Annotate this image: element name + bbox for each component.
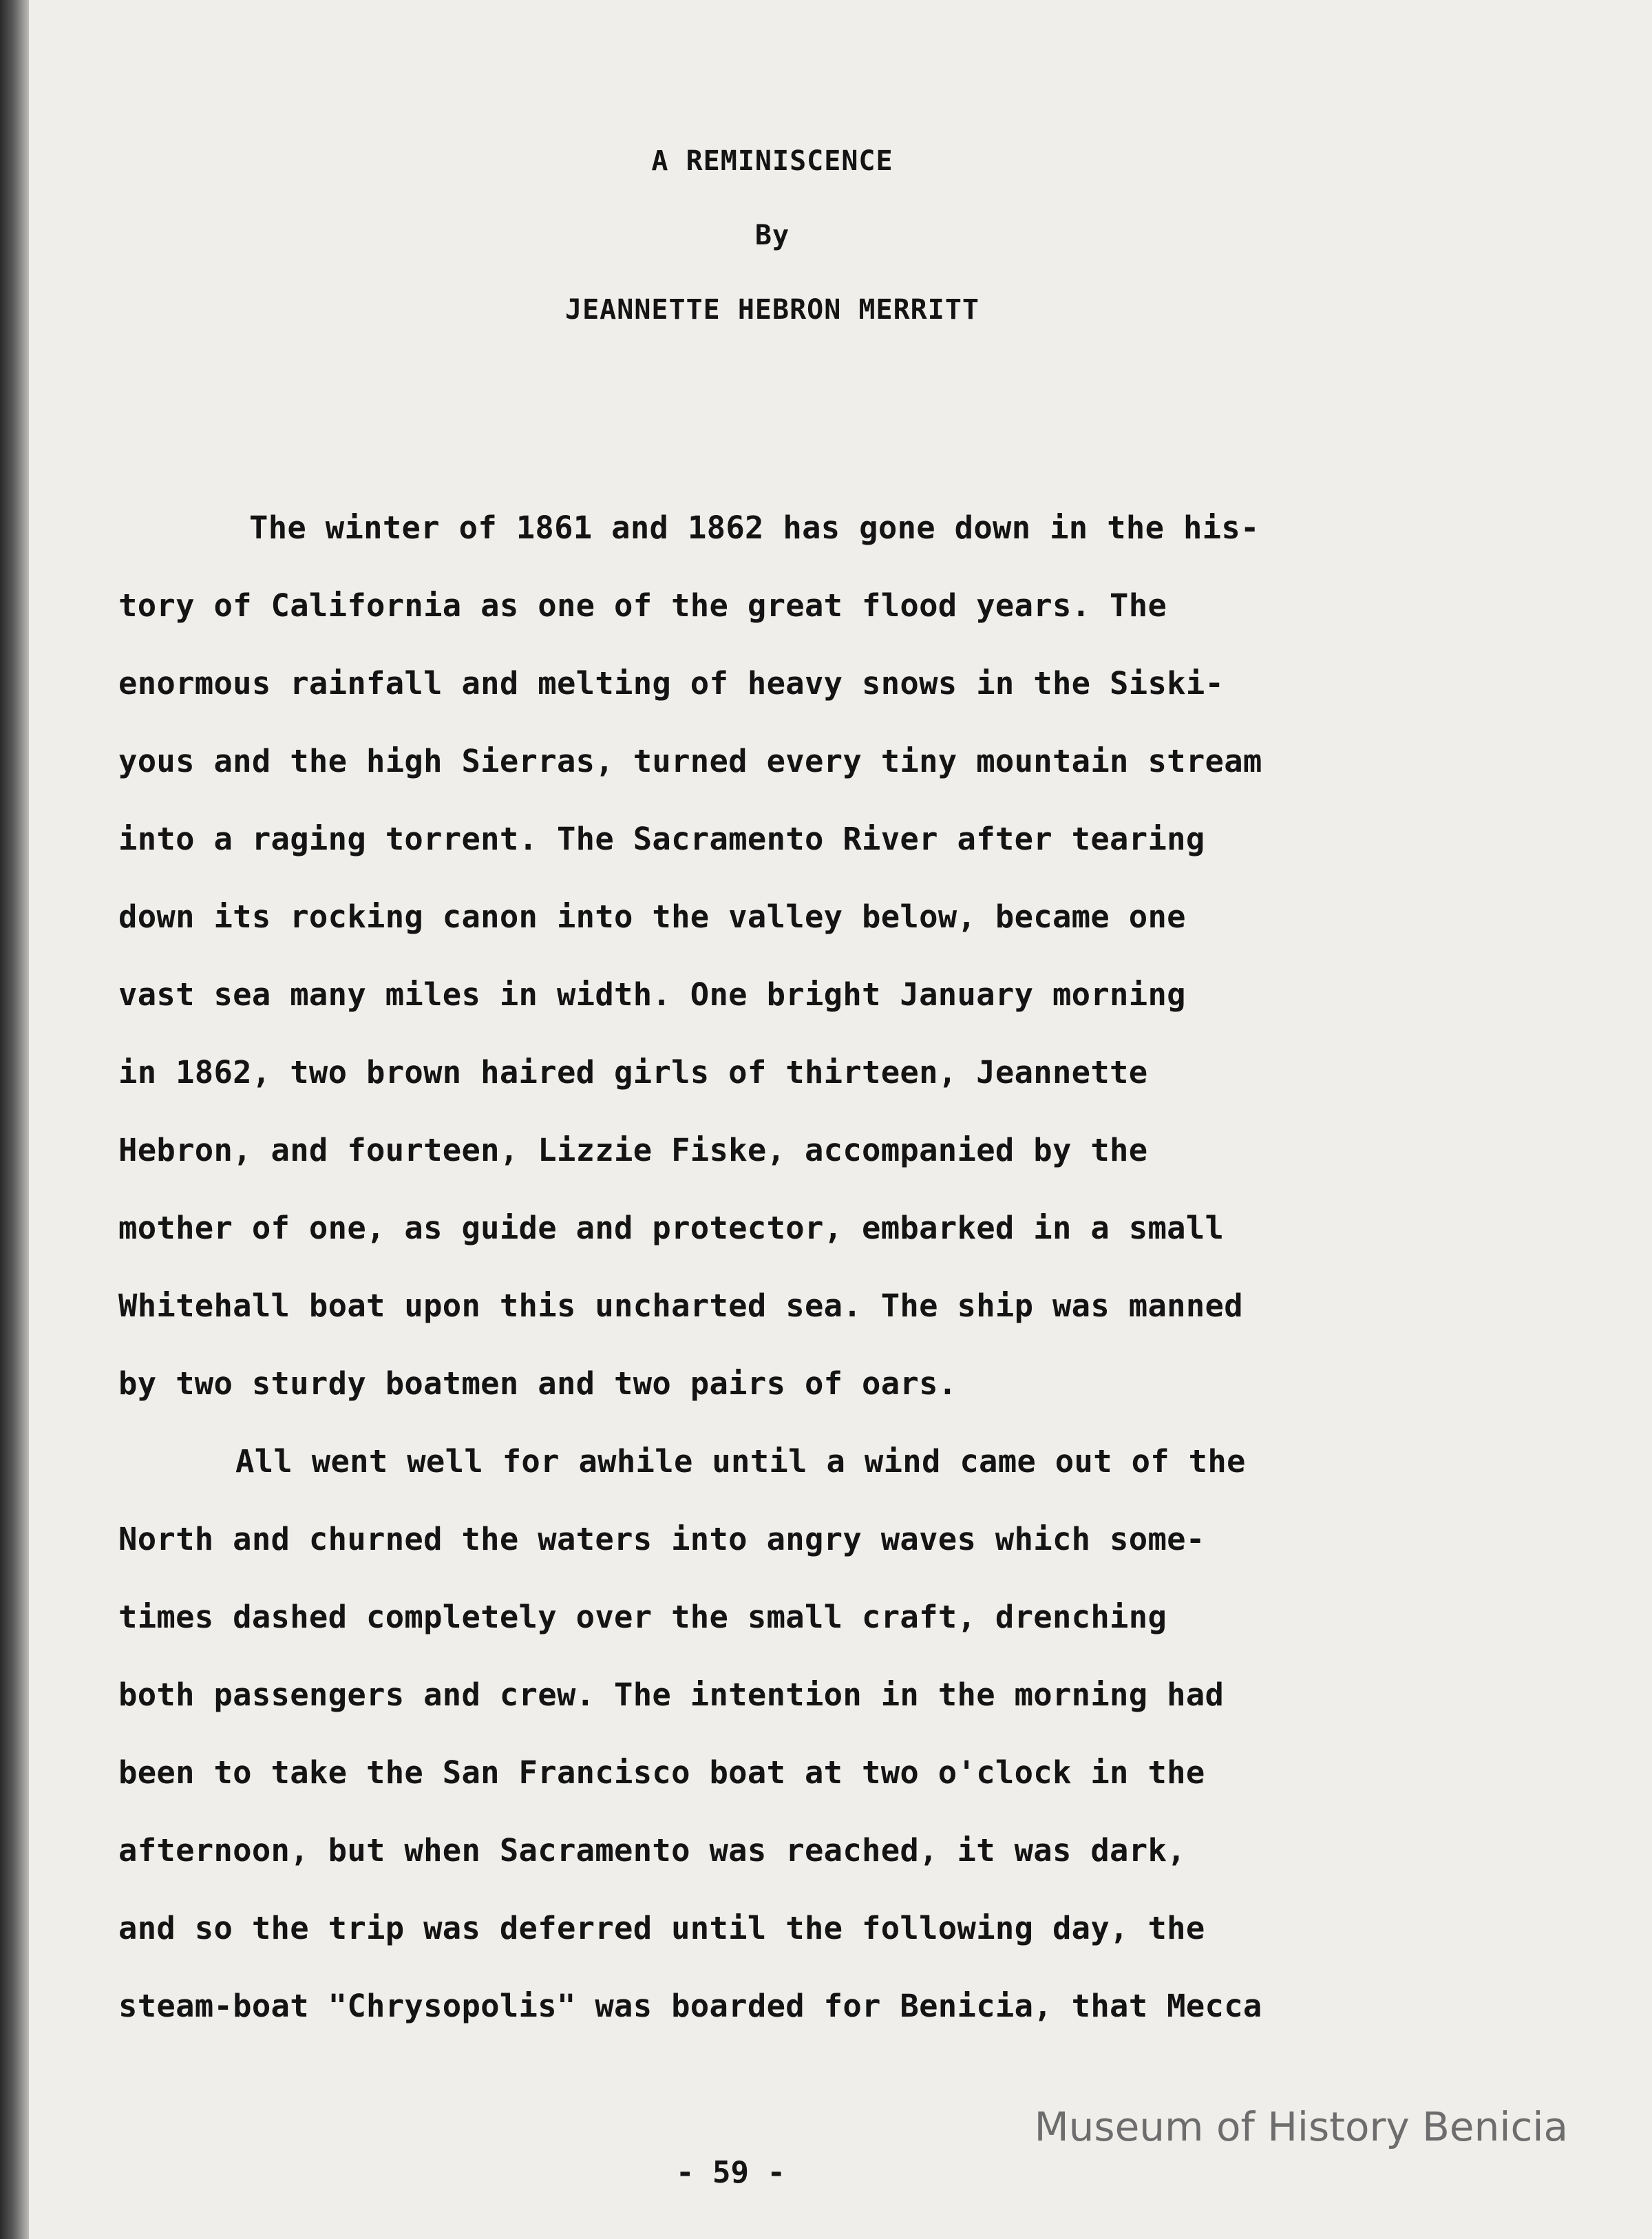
title-block <box>29 124 1516 347</box>
text-line: by two sturdy boatmen and two pairs of oars. <box>118 1365 957 1402</box>
text-line: The winter of 1861 and 1862 has gone down in the his- <box>249 509 1260 546</box>
document-page <box>29 0 1652 2239</box>
text-line: North and churned the waters into angry waves which some- <box>118 1521 1205 1557</box>
paragraph-2 <box>118 1422 1529 2045</box>
text-line: in 1862, two brown haired girls of thirteen, Jeannette <box>118 1054 1148 1091</box>
text-line: All went well for awhile until a wind came out of the <box>235 1443 1246 1480</box>
text-line: tory of California as one of the great flood years. The <box>118 587 1167 624</box>
text-line: and so the trip was deferred until the following day, the <box>118 1910 1205 1946</box>
text-line: times dashed completely over the small craft, drenching <box>118 1599 1167 1635</box>
museum-watermark: Museum of History Benicia <box>1034 2103 1568 2150</box>
body-text <box>118 489 1529 2045</box>
text-line: been to take the San Francisco boat at two o'clock in the <box>118 1754 1205 1791</box>
binding-edge <box>0 0 29 2239</box>
text-line: steam-boat "Chrysopolis" was boarded for Benicia, that Mecca <box>118 1988 1262 2024</box>
byline: By <box>754 220 790 251</box>
paragraph-1 <box>118 489 1529 1422</box>
text-line: down its rocking canon into the valley below, became one <box>118 898 1186 935</box>
text-line: Hebron, and fourteen, Lizzie Fiske, accompanied by the <box>118 1132 1148 1168</box>
document-title: A REMINISCENCE <box>651 145 893 177</box>
text-line: yous and the high Sierras, turned every tiny mountain stream <box>118 743 1262 779</box>
text-line: into a raging torrent. The Sacramento River after tearing <box>118 821 1205 857</box>
page-number: - 59 - <box>676 2155 785 2190</box>
text-line: afternoon, but when Sacramento was reached, it was dark, <box>118 1832 1186 1869</box>
author-name: JEANNETTE HEBRON MERRITT <box>565 294 979 326</box>
text-line: enormous rainfall and melting of heavy snows in the Siski- <box>118 665 1225 702</box>
text-line: Whitehall boat upon this uncharted sea. The ship was manned <box>118 1287 1243 1324</box>
text-line: both passengers and crew. The intention in the morning had <box>118 1676 1225 1713</box>
text-line: vast sea many miles in width. One bright January morning <box>118 976 1186 1013</box>
text-line: mother of one, as guide and protector, embarked in a small <box>118 1210 1225 1246</box>
